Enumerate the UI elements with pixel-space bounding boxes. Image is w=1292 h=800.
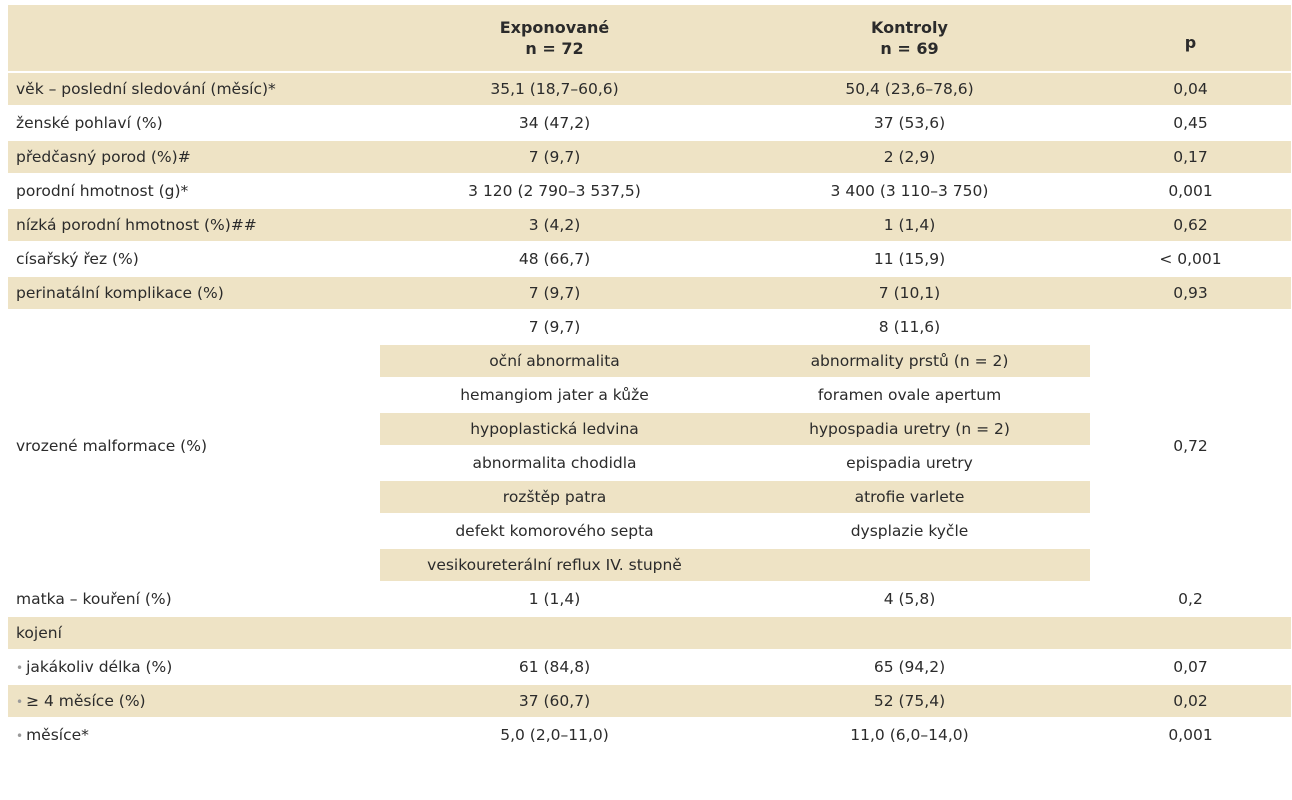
table-row xyxy=(8,107,1291,139)
row-control-value: 7 (10,1) xyxy=(729,277,1090,309)
row-label: předčasný porod (%)# xyxy=(8,141,380,173)
malformation-control-item xyxy=(729,549,1090,581)
row-exposed-value: 3 120 (2 790–3 537,5) xyxy=(468,182,641,200)
malformations-label: vrozené malformace (%) xyxy=(8,311,380,581)
row-control-value: 1 (1,4) xyxy=(729,209,1090,241)
bullet-icon: • xyxy=(16,661,24,675)
malformation-exposed-item: defekt komorového septa xyxy=(455,522,654,540)
malformations-exposed-total: 7 (9,7) xyxy=(528,318,581,336)
row-exposed-value: 1 (1,4) xyxy=(528,590,581,608)
header-p: p xyxy=(1090,5,1291,71)
row-control-value: 50,4 (23,6–78,6) xyxy=(729,73,1090,105)
row-p-value: 0,07 xyxy=(1173,658,1208,676)
row-p-value: 0,04 xyxy=(1090,73,1291,105)
header-controls-n: n = 69 xyxy=(880,39,939,58)
table-row xyxy=(8,73,1291,105)
table-row xyxy=(8,209,1291,241)
row-exposed-value: 61 (84,8) xyxy=(518,658,591,676)
row-label xyxy=(8,719,380,751)
row-p-value: 0,02 xyxy=(1090,685,1291,717)
row-label: císařský řez (%) xyxy=(16,250,139,268)
row-exposed-value: 48 (66,7) xyxy=(518,250,591,268)
table-header-row xyxy=(8,5,1291,71)
row-label: porodní hmotnost (g)* xyxy=(16,182,189,200)
row-exposed-value: 34 (47,2) xyxy=(518,114,591,132)
malformation-exposed-item: hemangiom jater a kůže xyxy=(460,386,649,404)
table-row xyxy=(8,651,1291,683)
row-p-value: 0,2 xyxy=(1178,590,1203,608)
empty-cell xyxy=(380,617,729,649)
table-row xyxy=(8,277,1291,309)
comparison-table xyxy=(8,3,1291,753)
row-p-value: 0,93 xyxy=(1090,277,1291,309)
row-exposed-value: 7 (9,7) xyxy=(380,141,729,173)
table-row xyxy=(8,141,1291,173)
row-control-value: 65 (94,2) xyxy=(873,658,946,676)
malformations-p-value: 0,72 xyxy=(1090,311,1291,581)
row-label: matka – kouření (%) xyxy=(16,590,172,608)
table-row xyxy=(8,685,1291,717)
malformation-exposed-item: abnormalita chodidla xyxy=(472,454,637,472)
header-controls xyxy=(729,5,1090,71)
row-label: perinatální komplikace (%) xyxy=(8,277,380,309)
malformation-control-item: atrofie varlete xyxy=(729,481,1090,513)
row-control-value: 52 (75,4) xyxy=(729,685,1090,717)
row-exposed-value: 35,1 (18,7–60,6) xyxy=(380,73,729,105)
malformation-control-item: dysplazie kyčle xyxy=(850,522,969,540)
bullet-icon: • xyxy=(16,729,24,743)
table-row xyxy=(8,243,1291,275)
row-p-value: 0,001 xyxy=(1168,726,1213,744)
malformations-control-total: 8 (11,6) xyxy=(878,318,941,336)
header-exposed-n: n = 72 xyxy=(525,39,584,58)
row-exposed-value: 7 (9,7) xyxy=(380,277,729,309)
row-p-value: 0,62 xyxy=(1090,209,1291,241)
row-control-value: 11 (15,9) xyxy=(873,250,946,268)
table-row xyxy=(8,719,1291,751)
row-label xyxy=(8,651,380,683)
row-label xyxy=(8,685,380,717)
row-control-value: 4 (5,8) xyxy=(883,590,936,608)
row-label: ženské pohlaví (%) xyxy=(16,114,163,132)
row-label-text: měsíce* xyxy=(26,726,89,744)
malformations-total-row xyxy=(8,311,1291,343)
row-exposed-value: 37 (60,7) xyxy=(380,685,729,717)
header-exposed xyxy=(380,5,729,71)
row-label: věk – poslední sledování (měsíc)* xyxy=(8,73,380,105)
row-control-value: 37 (53,6) xyxy=(873,114,946,132)
row-label: nízká porodní hmotnost (%)## xyxy=(8,209,380,241)
row-p-value: < 0,001 xyxy=(1159,250,1222,268)
malformation-control-item: foramen ovale apertum xyxy=(817,386,1002,404)
malformation-exposed-item: oční abnormalita xyxy=(380,345,729,377)
row-control-value: 3 400 (3 110–3 750) xyxy=(830,182,989,200)
empty-cell xyxy=(729,617,1090,649)
row-p-value: 0,45 xyxy=(1173,114,1208,132)
malformation-control-item: hypospadia uretry (n = 2) xyxy=(729,413,1090,445)
row-p-value: 0,001 xyxy=(1168,182,1213,200)
malformation-exposed-item: hypoplastická ledvina xyxy=(380,413,729,445)
table-row xyxy=(8,583,1291,615)
table-row xyxy=(8,175,1291,207)
row-control-value: 11,0 (6,0–14,0) xyxy=(850,726,969,744)
row-exposed-value: 3 (4,2) xyxy=(380,209,729,241)
empty-cell xyxy=(1090,617,1291,649)
bullet-icon: • xyxy=(16,695,24,709)
header-exposed-title: Exponované xyxy=(499,18,610,37)
malformation-exposed-item: vesikoureterální reflux IV. stupně xyxy=(380,549,729,581)
malformation-control-item: abnormality prstů (n = 2) xyxy=(729,345,1090,377)
row-p-value: 0,17 xyxy=(1090,141,1291,173)
section-label: kojení xyxy=(8,617,380,649)
header-label-cell xyxy=(8,5,380,71)
malformation-exposed-item: rozštěp patra xyxy=(380,481,729,513)
section-row xyxy=(8,617,1291,649)
row-control-value: 2 (2,9) xyxy=(729,141,1090,173)
row-exposed-value: 5,0 (2,0–11,0) xyxy=(500,726,609,744)
malformation-control-item: epispadia uretry xyxy=(846,454,973,472)
row-label-text: ≥ 4 měsíce (%) xyxy=(26,692,146,710)
header-controls-title: Kontroly xyxy=(871,18,948,37)
row-label-text: jakákoliv délka (%) xyxy=(26,658,173,676)
